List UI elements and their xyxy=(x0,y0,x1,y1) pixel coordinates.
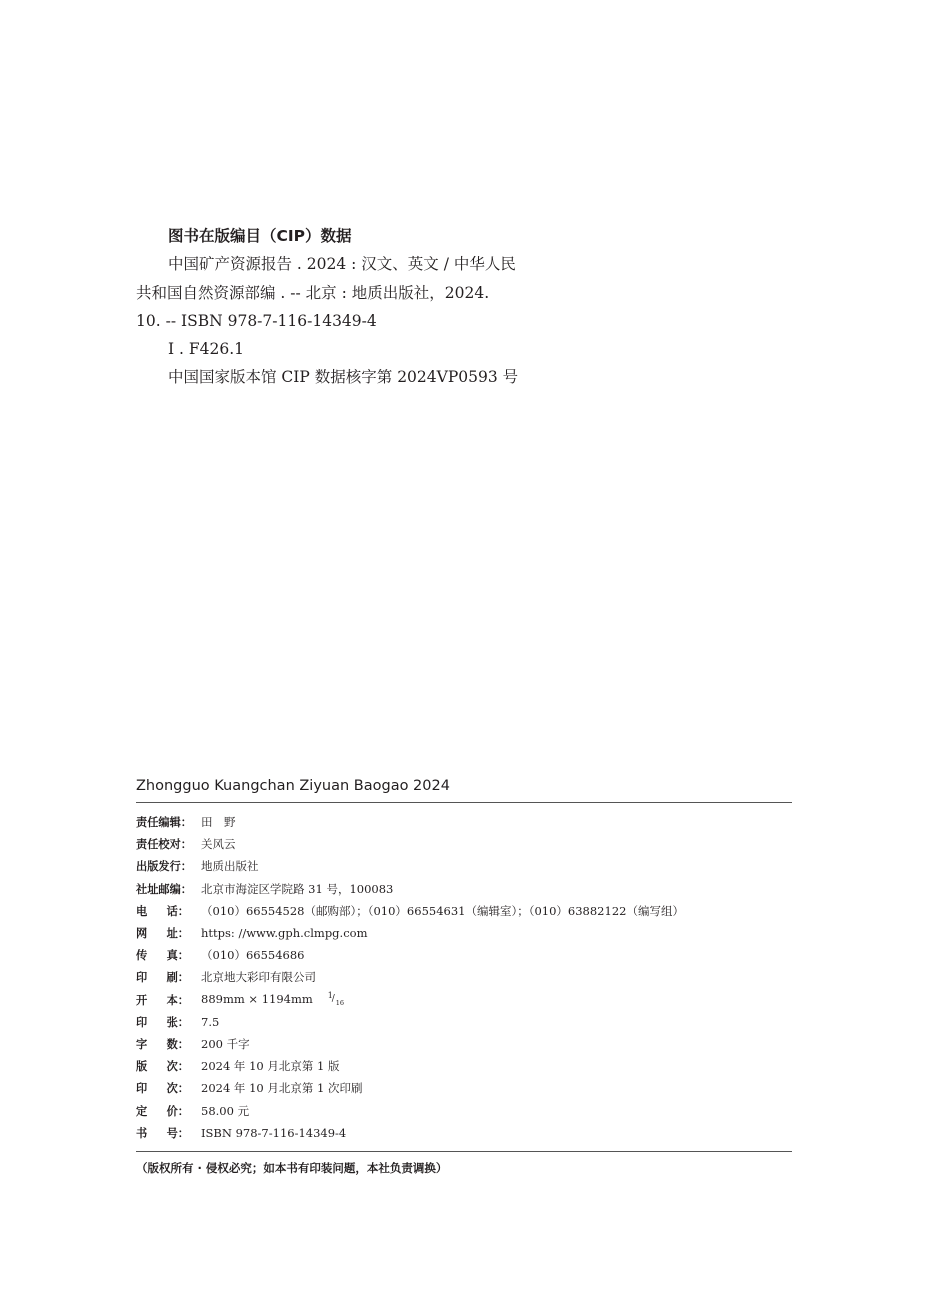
fraction-numerator: 1 xyxy=(327,991,333,1001)
info-value: （010）66554528（邮购部）；（010）66554631（编辑室）；（010）63882122（编写组） xyxy=(201,903,684,918)
info-label: 印 xyxy=(136,1082,148,1096)
website-link[interactable]: https: //www.gph.clmpg.com xyxy=(201,926,368,941)
label-colon: ： xyxy=(177,971,189,985)
info-label: 数 xyxy=(166,1037,178,1051)
info-label: 电 xyxy=(136,904,148,918)
info-label: 字 xyxy=(136,1037,148,1051)
info-label: 次 xyxy=(166,1060,178,1074)
info-row-printing xyxy=(136,1077,792,1099)
info-row-printer xyxy=(136,966,792,988)
label-colon: ： xyxy=(180,860,192,874)
info-label: 印 xyxy=(136,1015,148,1029)
imprint-info-list xyxy=(136,803,792,1151)
pinyin-title: Zhongguo Kuangchan Ziyuan Baogao 2024 xyxy=(136,778,450,794)
info-label: 责任编辑 xyxy=(136,816,181,830)
info-row-isbn xyxy=(136,1122,792,1144)
cip-classification: Ⅰ . F426.1 xyxy=(168,340,245,359)
cip-line: 中国矿产资源报告 . 2024 : 汉文、英文 / 中华人民 xyxy=(168,255,516,274)
info-value: 关风云 xyxy=(201,837,236,852)
info-label: 话 xyxy=(166,904,178,918)
info-value: 58.00 元 xyxy=(201,1103,250,1118)
info-value: 北京地大彩印有限公司 xyxy=(201,970,316,985)
info-row-publisher xyxy=(136,855,792,877)
info-label: 真 xyxy=(166,949,178,963)
info-value: 7.5 xyxy=(201,1014,220,1029)
info-label: 版 xyxy=(136,1060,148,1074)
imprint-block xyxy=(136,770,792,1184)
info-row-sheets xyxy=(136,1011,792,1033)
info-row-editor xyxy=(136,811,792,833)
info-label: 开 xyxy=(136,993,148,1007)
label-colon: ： xyxy=(177,1037,189,1051)
info-value: 田 野 xyxy=(201,815,236,830)
info-row-format xyxy=(136,989,792,1011)
info-value: ISBN 978-7-116-14349-4 xyxy=(201,1125,347,1140)
info-value: 北京市海淀区学院路 31 号，100083 xyxy=(201,881,394,896)
label-colon: ： xyxy=(177,1060,189,1074)
info-value: 2024 年 10 月北京第 1 版 xyxy=(201,1059,340,1074)
info-label: 号 xyxy=(166,1126,178,1140)
info-row-price xyxy=(136,1099,792,1121)
label-colon: ： xyxy=(177,993,189,1007)
copyright-note: （版权所有 · 侵权必究；如本书有印装问题，本社负责调换） xyxy=(136,1160,448,1175)
info-label: 张 xyxy=(166,1015,178,1029)
info-row-edition xyxy=(136,1055,792,1077)
info-row-phone xyxy=(136,900,792,922)
info-row-word-count xyxy=(136,1033,792,1055)
label-colon: ： xyxy=(180,882,192,896)
fraction-slash: / xyxy=(331,994,335,1005)
label-colon: ： xyxy=(177,949,189,963)
info-value: 200 千字 xyxy=(201,1036,250,1051)
label-colon: ： xyxy=(177,1126,189,1140)
label-colon: ： xyxy=(177,927,189,941)
info-label: 址 xyxy=(166,927,178,941)
info-row-address xyxy=(136,878,792,900)
info-value: 2024 年 10 月北京第 1 次印刷 xyxy=(201,1081,363,1096)
info-label: 定 xyxy=(136,1104,148,1118)
format-fraction xyxy=(327,993,345,1007)
info-value: 889mm × 1194mm xyxy=(201,992,313,1007)
cip-block xyxy=(136,222,556,392)
cip-title: 图书在版编目（CIP）数据 xyxy=(168,227,352,245)
info-label: 刷 xyxy=(166,971,178,985)
label-colon: ： xyxy=(177,904,189,918)
info-row-website xyxy=(136,922,792,944)
label-colon: ： xyxy=(180,838,192,852)
cip-record-number: 中国国家版本馆 CIP 数据核字第 2024VP0593 号 xyxy=(168,368,519,387)
info-label: 出版发行 xyxy=(136,860,181,874)
info-label: 印 xyxy=(136,971,148,985)
label-colon: ： xyxy=(177,1104,189,1118)
label-colon: ： xyxy=(180,816,192,830)
label-colon: ： xyxy=(177,1015,189,1029)
info-label: 价 xyxy=(166,1104,178,1118)
info-label: 次 xyxy=(166,1082,178,1096)
info-label: 社址邮编 xyxy=(136,882,181,896)
info-label: 本 xyxy=(166,993,178,1007)
label-colon: ： xyxy=(177,1082,189,1096)
info-value: 地质出版社 xyxy=(201,859,259,874)
cip-line: 共和国自然资源部编 . -- 北京 : 地质出版社，2024. xyxy=(136,283,490,302)
info-label: 传 xyxy=(136,949,148,963)
info-row-proofreader xyxy=(136,833,792,855)
info-row-fax xyxy=(136,944,792,966)
info-value: （010）66554686 xyxy=(201,948,305,963)
info-label: 责任校对 xyxy=(136,838,181,852)
info-label: 书 xyxy=(136,1126,148,1140)
info-label: 网 xyxy=(136,927,148,941)
cip-line: 10. -- ISBN 978-7-116-14349-4 xyxy=(136,311,377,330)
fraction-denominator: 16 xyxy=(335,999,345,1008)
